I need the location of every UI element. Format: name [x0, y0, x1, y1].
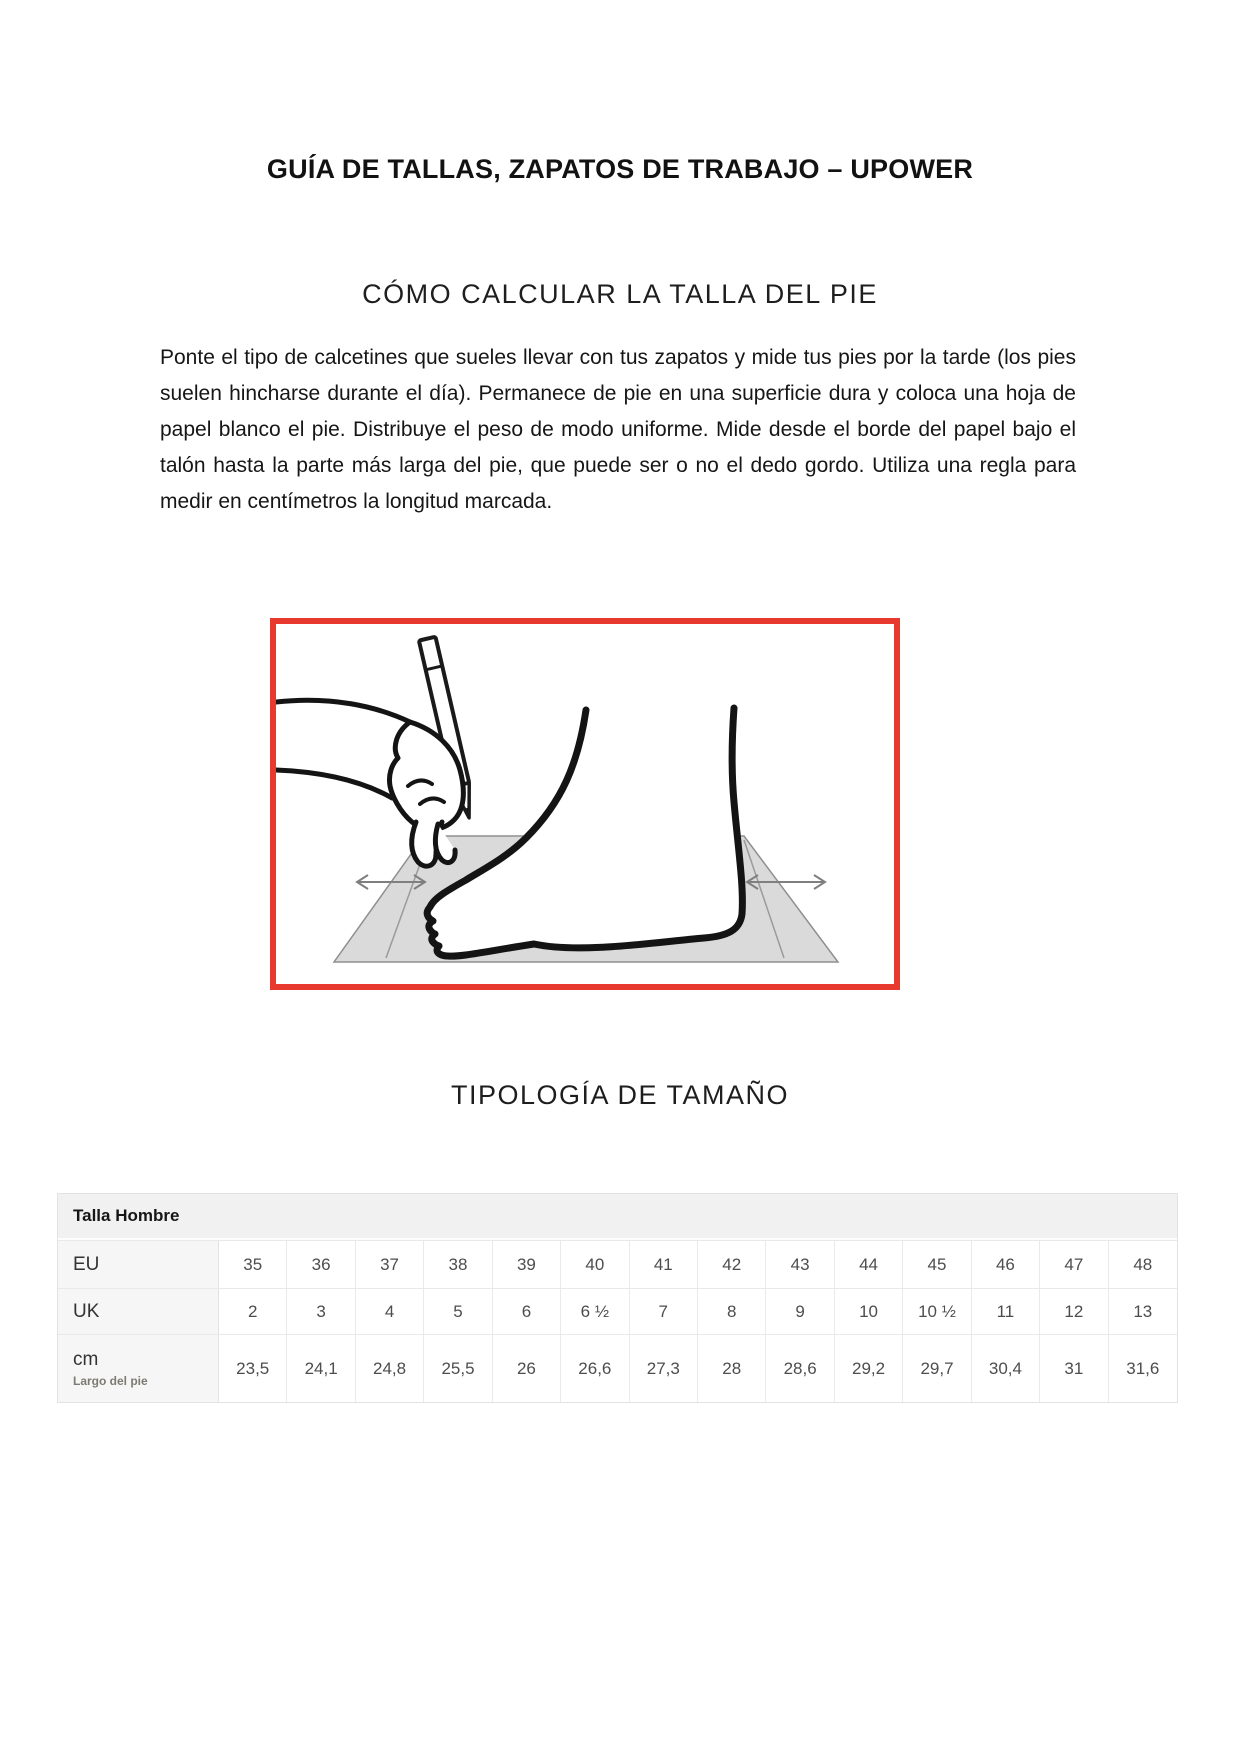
- table-cell: 44: [835, 1241, 903, 1288]
- size-table-title-row: [58, 1194, 1177, 1240]
- table-cell: 38: [424, 1241, 492, 1288]
- table-cell: 5: [424, 1289, 492, 1334]
- row-label-cm: [58, 1335, 219, 1402]
- table-cell: 36: [287, 1241, 355, 1288]
- table-cell: 40: [561, 1241, 629, 1288]
- row-label-text: UK: [73, 1300, 100, 1322]
- row-label-uk: [58, 1289, 219, 1334]
- table-cell: 42: [698, 1241, 766, 1288]
- table-cell: 27,3: [630, 1335, 698, 1402]
- table-cell: 24,8: [356, 1335, 424, 1402]
- table-cell: 6 ½: [561, 1289, 629, 1334]
- table-cell: 26,6: [561, 1335, 629, 1402]
- table-cell: 24,1: [287, 1335, 355, 1402]
- table-cell: 39: [493, 1241, 561, 1288]
- table-cell: 8: [698, 1289, 766, 1334]
- table-cell: 31: [1040, 1335, 1108, 1402]
- table-cell: 25,5: [424, 1335, 492, 1402]
- table-cell: 45: [903, 1241, 971, 1288]
- table-cell: 7: [630, 1289, 698, 1334]
- table-cell: 3: [287, 1289, 355, 1334]
- size-typology-heading: TIPOLOGÍA DE TAMAÑO: [450, 1080, 790, 1110]
- table-cell: 9: [766, 1289, 834, 1334]
- table-cell: 41: [630, 1241, 698, 1288]
- table-cell: 31,6: [1126, 1358, 1160, 1378]
- table-cell: 23,5: [219, 1335, 287, 1402]
- row-label-text: EU: [73, 1253, 100, 1275]
- table-cell: 26: [493, 1335, 561, 1402]
- foot-measurement-illustration: [276, 624, 894, 984]
- table-cell: 12: [1040, 1289, 1108, 1334]
- table-cell: 2: [219, 1289, 287, 1334]
- table-cell: 13: [1133, 1301, 1153, 1321]
- row-sublabel-text: Largo del pie: [73, 1374, 148, 1388]
- table-cell: 28: [698, 1335, 766, 1402]
- table-cell: 47: [1040, 1241, 1108, 1288]
- table-cell: 30,4: [972, 1335, 1040, 1402]
- page-title: GUÍA DE TALLAS, ZAPATOS DE TRABAJO – UPOWER: [266, 154, 974, 184]
- table-cell: 43: [766, 1241, 834, 1288]
- table-cell: 10: [835, 1289, 903, 1334]
- table-row-cm: [58, 1334, 1177, 1402]
- how-to-paragraph: Ponte el tipo de calcetines que sueles llevar con tus zapatos y mide tus pies por la tarde (los pies suelen hincharse durante el día). Permanece de pie en una superficie dura y coloca una hoja de papel blanco el pie. Distribuye el peso de modo uniforme. Mide desde el borde del papel bajo el talón hasta la parte más larga del pie, que puede ser o no el dedo gordo. Utiliza una regla para medir en centímetros la longitud marcada.: [160, 346, 1076, 513]
- table-cell: 37: [356, 1241, 424, 1288]
- hand-with-pencil: [276, 637, 477, 866]
- table-cell: 4: [356, 1289, 424, 1334]
- foot-measurement-figure: [270, 618, 900, 990]
- table-cell: 46: [972, 1241, 1040, 1288]
- size-table: [57, 1193, 1178, 1403]
- foot-outline: [427, 708, 742, 956]
- table-cell: 6: [493, 1289, 561, 1334]
- table-cell: 35: [219, 1241, 287, 1288]
- row-label-eu: [58, 1241, 219, 1288]
- table-cell: 29,2: [835, 1335, 903, 1402]
- table-cell: 28,6: [766, 1335, 834, 1402]
- how-to-heading: CÓMO CALCULAR LA TALLA DEL PIE: [362, 279, 878, 309]
- row-label-text: cm: [73, 1349, 99, 1370]
- size-table-title: Talla Hombre: [73, 1206, 180, 1225]
- table-cell: 11: [972, 1289, 1040, 1334]
- finger-lines: [412, 822, 455, 866]
- table-cell: 29,7: [903, 1335, 971, 1402]
- table-cell: 48: [1133, 1254, 1153, 1274]
- table-row-eu: [58, 1240, 1177, 1288]
- table-row-uk: [58, 1288, 1177, 1334]
- table-cell: 10 ½: [903, 1289, 971, 1334]
